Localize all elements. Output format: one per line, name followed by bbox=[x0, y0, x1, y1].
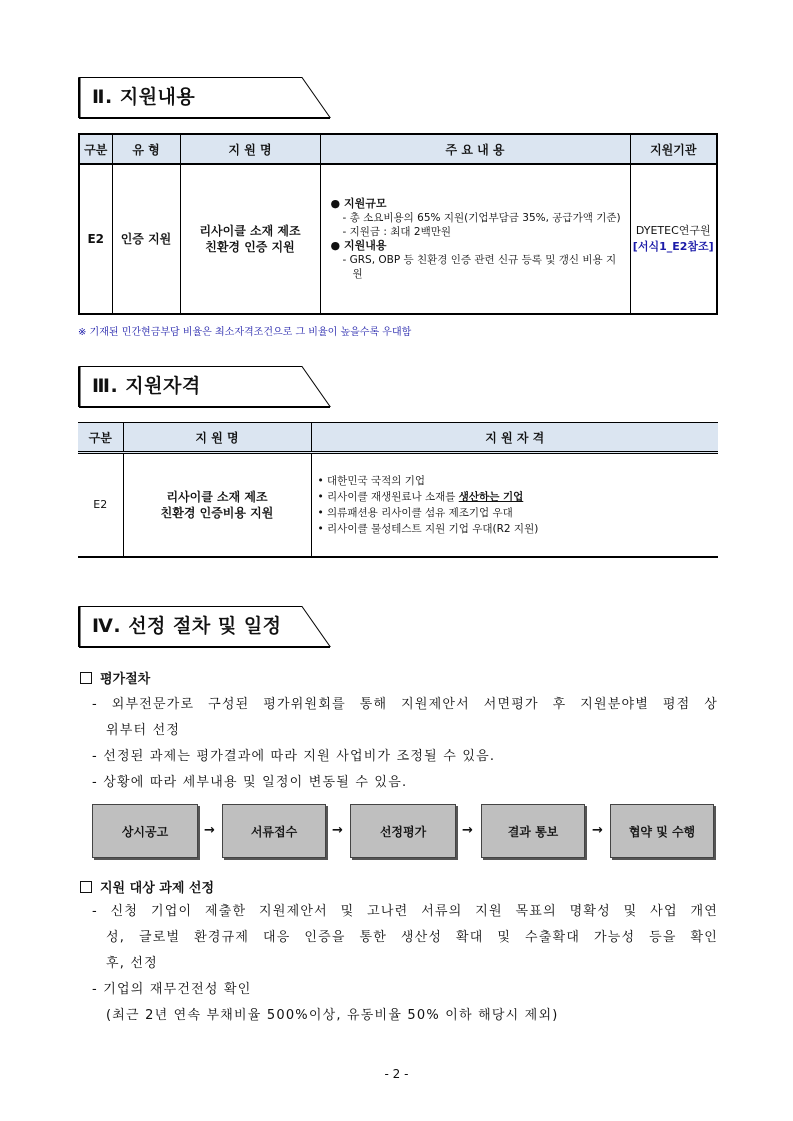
col-header-agency: 지원기관 bbox=[630, 134, 717, 164]
eval-procedure-heading bbox=[80, 668, 150, 687]
checkbox-square-icon bbox=[80, 881, 92, 893]
row-name-line1: 리사이클 소재 제조 bbox=[199, 224, 301, 238]
qualification-text: • 리사이클 재생원료나 소재를 bbox=[317, 490, 459, 503]
agency-form-link[interactable]: [서식1_E2참조] bbox=[632, 240, 714, 253]
eval-line: - 외부전문가로 구성된 평가위원회를 통해 지원제안서 서면평가 후 지원분야별 평점 상 bbox=[92, 697, 718, 712]
qualification-emphasis: 생산하는 기업 bbox=[458, 490, 524, 503]
flow-step: 협약 및 수행 bbox=[610, 804, 714, 858]
selection-line: 후, 선정 bbox=[106, 956, 158, 971]
row-name-line1: 리사이클 소재 제조 bbox=[166, 489, 268, 504]
col-header-category: 구분 bbox=[78, 423, 123, 453]
qualification-item bbox=[318, 489, 719, 505]
flow-step: 결과 통보 bbox=[481, 804, 585, 858]
section-3-title: Ⅲ. 지원자격 bbox=[92, 375, 201, 397]
section-4-title: Ⅳ. 선정 절차 및 일정 bbox=[92, 615, 282, 637]
qualification-item: • 리사이클 물성테스트 지원 기업 우대(R2 지원) bbox=[317, 522, 539, 535]
col-header-category: 구분 bbox=[79, 134, 112, 164]
selection-heading-text: 지원 대상 과제 선정 bbox=[100, 881, 215, 896]
qualification-item: • 대한민국 국적의 기업 bbox=[317, 474, 425, 487]
content-bullet: ● 지원규모 bbox=[330, 197, 387, 210]
col-header-name: 지 원 명 bbox=[180, 134, 320, 164]
selection-text bbox=[92, 899, 718, 1029]
right-arrow-icon: → bbox=[332, 823, 343, 838]
flow-step: 상시공고 bbox=[92, 804, 198, 858]
eval-line: - 선정된 과제는 평가결과에 따라 지원 사업비가 조정될 수 있음. bbox=[92, 749, 496, 764]
section-2-title: Ⅱ. 지원내용 bbox=[92, 86, 196, 108]
row-qualification bbox=[311, 453, 718, 557]
eval-line: - 상황에 따라 세부내용 및 일정이 변동될 수 있음. bbox=[92, 775, 408, 790]
col-header-type: 유 형 bbox=[112, 134, 180, 164]
right-arrow-icon: → bbox=[592, 823, 603, 838]
cost-ratio-note: ※ 기재된 민간현금부담 비율은 최소자격조건으로 그 비율이 높을수록 우대함 bbox=[78, 327, 412, 338]
right-arrow-icon: → bbox=[204, 823, 215, 838]
eligibility-table bbox=[78, 422, 718, 558]
row-code: E2 bbox=[93, 497, 108, 511]
eval-procedure-heading-text: 평가절차 bbox=[100, 672, 151, 687]
right-arrow-icon: → bbox=[462, 823, 473, 838]
row-name-line2: 친환경 인증 지원 bbox=[205, 240, 295, 254]
row-name bbox=[180, 164, 320, 314]
eval-line: 위부터 선정 bbox=[106, 723, 181, 738]
selection-flow bbox=[92, 804, 718, 858]
row-name-line2: 친환경 인증비용 지원 bbox=[160, 505, 274, 520]
selection-line: (최근 2년 연속 부채비율 500%이상, 유동비율 50% 이하 해당시 제외) bbox=[106, 1008, 559, 1023]
content-bullet: ● 지원내용 bbox=[330, 239, 387, 252]
row-code: E2 bbox=[79, 164, 112, 314]
selection-heading bbox=[80, 877, 214, 896]
agency-name: DYETEC연구원 bbox=[635, 224, 711, 237]
content-dash: - GRS, OBP 등 친환경 인증 관련 신규 등록 및 갱신 비용 지원 bbox=[342, 254, 617, 280]
col-header-qualification: 지 원 자 격 bbox=[311, 423, 718, 453]
col-header-content: 주 요 내 용 bbox=[320, 134, 630, 164]
selection-line: - 신청 기업이 제출한 지원제안서 및 고나련 서류의 지원 목표의 명확성 및 사업 개연 bbox=[92, 904, 718, 919]
content-dash: - 지원금 : 최대 2백만원 bbox=[342, 226, 452, 238]
content-dash: - 총 소요비용의 65% 지원(기업부담금 35%, 공급가액 기준) bbox=[342, 212, 621, 224]
row-agency bbox=[630, 164, 717, 314]
content-bullet-label: 지원규모 bbox=[343, 197, 387, 210]
content-bullet-label: 지원내용 bbox=[343, 239, 387, 252]
flow-step: 선정평가 bbox=[350, 804, 456, 858]
eval-procedure-text bbox=[92, 692, 718, 796]
checkbox-square-icon bbox=[80, 672, 92, 684]
table-row bbox=[78, 453, 718, 557]
section-3-header bbox=[78, 366, 330, 406]
table-row bbox=[79, 164, 717, 314]
support-content-table bbox=[78, 133, 718, 315]
selection-line: - 기업의 재무건전성 확인 bbox=[92, 982, 252, 997]
selection-line: 성, 글로벌 환경규제 대응 인증을 통한 생산성 확대 및 수출확대 가능성 등을 확인 bbox=[106, 930, 718, 945]
page-number: - 2 - bbox=[384, 1067, 409, 1081]
qualification-item: • 의류패션용 리사이클 섬유 제조기업 우대 bbox=[317, 506, 513, 519]
section-4-header bbox=[78, 606, 330, 646]
flow-step: 서류접수 bbox=[222, 804, 326, 858]
row-content bbox=[320, 164, 630, 314]
row-name bbox=[123, 453, 311, 557]
row-type: 인증 지원 bbox=[112, 164, 180, 314]
section-2-header bbox=[78, 77, 330, 117]
col-header-name: 지 원 명 bbox=[123, 423, 311, 453]
